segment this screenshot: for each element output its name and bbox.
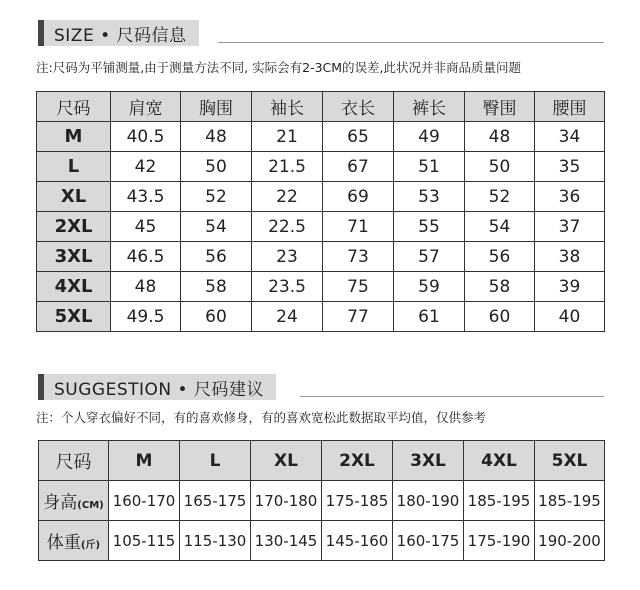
measurement-cell: 50 xyxy=(181,152,252,182)
measurement-cell: 52 xyxy=(465,182,535,212)
size-label: XL xyxy=(37,182,111,212)
measurement-cell: 55 xyxy=(394,212,465,242)
row-label-text: 身高 xyxy=(43,493,78,513)
table-row xyxy=(37,242,605,272)
measurement-cell: 58 xyxy=(465,272,535,302)
size-column-header: 3XL xyxy=(393,441,464,481)
measurement-cell: 56 xyxy=(181,242,252,272)
measurement-cell: 69 xyxy=(323,182,394,212)
size-column-header: 2XL xyxy=(322,441,393,481)
measurement-cell: 38 xyxy=(535,242,605,272)
measurement-cell: 48 xyxy=(111,272,181,302)
size-column-header: M xyxy=(109,441,180,481)
range-cell: 160-170 xyxy=(109,481,180,521)
column-header: 裤长 xyxy=(394,92,465,122)
header-divider-line xyxy=(218,42,604,43)
column-header: 尺码 xyxy=(37,92,111,122)
size-section-title: SIZE • 尺码信息 xyxy=(44,20,199,46)
measurement-cell: 50 xyxy=(465,152,535,182)
table-row xyxy=(39,521,605,561)
size-label: 2XL xyxy=(37,212,111,242)
measurement-cell: 35 xyxy=(535,152,605,182)
suggestion-table xyxy=(38,440,605,561)
size-table-header-row xyxy=(37,92,605,122)
table-row xyxy=(39,481,605,521)
column-header: 肩宽 xyxy=(111,92,181,122)
header-divider-line xyxy=(300,396,604,397)
measurement-cell: 46.5 xyxy=(111,242,181,272)
size-column-header: 4XL xyxy=(464,441,535,481)
weight-row-label xyxy=(39,521,109,561)
measurement-cell: 67 xyxy=(323,152,394,182)
range-cell: 180-190 xyxy=(393,481,464,521)
measurement-cell: 23 xyxy=(252,242,323,272)
measurement-cell: 73 xyxy=(323,242,394,272)
row-unit-text: (斤) xyxy=(80,540,101,551)
size-note: 注:尺码为平铺测量,由于测量方法不同, 实际会有2-3CM的误差,此状况并非商品质量问题 xyxy=(36,60,522,75)
measurement-cell: 22 xyxy=(252,182,323,212)
size-table xyxy=(36,91,605,332)
range-cell: 145-160 xyxy=(322,521,393,561)
measurement-cell: 34 xyxy=(535,122,605,152)
measurement-cell: 57 xyxy=(394,242,465,272)
measurement-cell: 49.5 xyxy=(111,302,181,332)
size-column-header: XL xyxy=(251,441,322,481)
measurement-cell: 37 xyxy=(535,212,605,242)
measurement-cell: 45 xyxy=(111,212,181,242)
column-header: 尺码 xyxy=(39,441,109,481)
measurement-cell: 24 xyxy=(252,302,323,332)
measurement-cell: 39 xyxy=(535,272,605,302)
measurement-cell: 61 xyxy=(394,302,465,332)
measurement-cell: 75 xyxy=(323,272,394,302)
measurement-cell: 54 xyxy=(181,212,252,242)
measurement-cell: 48 xyxy=(465,122,535,152)
suggestion-section-title: SUGGESTION • 尺码建议 xyxy=(44,374,276,400)
measurement-cell: 43.5 xyxy=(111,182,181,212)
range-cell: 190-200 xyxy=(535,521,605,561)
table-row xyxy=(37,182,605,212)
range-cell: 175-185 xyxy=(322,481,393,521)
table-row xyxy=(37,302,605,332)
measurement-cell: 71 xyxy=(323,212,394,242)
measurement-cell: 60 xyxy=(181,302,252,332)
measurement-cell: 51 xyxy=(394,152,465,182)
table-row xyxy=(37,272,605,302)
suggestion-header-row xyxy=(39,441,605,481)
suggestion-note: 注：个人穿衣偏好不同，有的喜欢修身，有的喜欢宽松此数据取平均值，仅供参考 xyxy=(36,410,487,425)
measurement-cell: 22.5 xyxy=(252,212,323,242)
measurement-cell: 52 xyxy=(181,182,252,212)
suggestion-section-header xyxy=(38,374,604,400)
range-cell: 185-195 xyxy=(464,481,535,521)
measurement-cell: 58 xyxy=(181,272,252,302)
measurement-cell: 60 xyxy=(465,302,535,332)
measurement-cell: 42 xyxy=(111,152,181,182)
size-label: L xyxy=(37,152,111,182)
column-header: 腰围 xyxy=(535,92,605,122)
table-row xyxy=(37,152,605,182)
size-label: 3XL xyxy=(37,242,111,272)
size-column-header: L xyxy=(180,441,251,481)
range-cell: 115-130 xyxy=(180,521,251,561)
column-header: 臀围 xyxy=(465,92,535,122)
size-section-header xyxy=(38,20,604,46)
height-row-label xyxy=(39,481,109,521)
measurement-cell: 53 xyxy=(394,182,465,212)
measurement-cell: 49 xyxy=(394,122,465,152)
size-label: M xyxy=(37,122,111,152)
range-cell: 170-180 xyxy=(251,481,322,521)
table-row xyxy=(37,212,605,242)
size-column-header: 5XL xyxy=(535,441,605,481)
range-cell: 160-175 xyxy=(393,521,464,561)
measurement-cell: 59 xyxy=(394,272,465,302)
range-cell: 185-195 xyxy=(535,481,605,521)
measurement-cell: 40 xyxy=(535,302,605,332)
measurement-cell: 40.5 xyxy=(111,122,181,152)
measurement-cell: 36 xyxy=(535,182,605,212)
measurement-cell: 56 xyxy=(465,242,535,272)
table-row xyxy=(37,122,605,152)
measurement-cell: 65 xyxy=(323,122,394,152)
size-label: 5XL xyxy=(37,302,111,332)
range-cell: 105-115 xyxy=(109,521,180,561)
measurement-cell: 23.5 xyxy=(252,272,323,302)
measurement-cell: 54 xyxy=(465,212,535,242)
range-cell: 165-175 xyxy=(180,481,251,521)
column-header: 袖长 xyxy=(252,92,323,122)
measurement-cell: 21.5 xyxy=(252,152,323,182)
range-cell: 130-145 xyxy=(251,521,322,561)
row-label-text: 体重 xyxy=(46,533,81,553)
range-cell: 175-190 xyxy=(464,521,535,561)
measurement-cell: 77 xyxy=(323,302,394,332)
measurement-cell: 48 xyxy=(181,122,252,152)
column-header: 胸围 xyxy=(181,92,252,122)
measurement-cell: 21 xyxy=(252,122,323,152)
column-header: 衣长 xyxy=(323,92,394,122)
row-unit-text: (CM) xyxy=(77,500,104,511)
size-label: 4XL xyxy=(37,272,111,302)
